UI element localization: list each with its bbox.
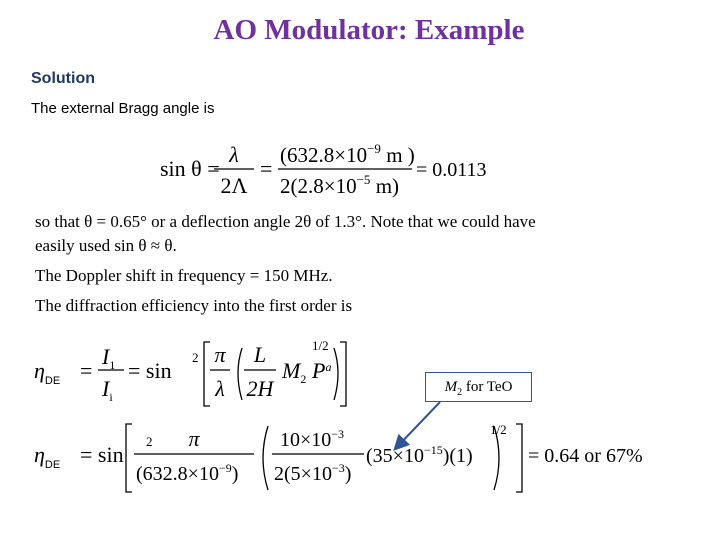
slide-title: AO Modulator: Example — [213, 14, 525, 46]
eq2-Ii: $I_i$ — [102, 376, 113, 404]
eq2-L: L — [253, 342, 267, 367]
m2-tellurium-oxide-callout: $M_2$ for TeO — [425, 372, 532, 402]
eq3-eta: $\eta_{DE}$ — [34, 442, 61, 471]
eq2-eta: $\eta_{DE}$ — [34, 358, 61, 387]
intro-text: The external Bragg angle is — [31, 100, 215, 117]
eq2-half-power: 1/2 — [312, 338, 329, 353]
eq3-half-power: 1/2 — [490, 422, 507, 437]
eq1-lambda: λ — [229, 142, 239, 167]
eq1-equals: = — [260, 156, 273, 181]
eq3-sin: = sin — [80, 442, 124, 467]
bragg-angle-equation — [150, 138, 510, 200]
eq3-m-factor: $(35\times 10^{-15})(1)$ — [366, 443, 473, 467]
eq2-Pa: $P^a$ — [312, 358, 332, 383]
doppler-shift-text: The Doppler shift in frequency = 150 MHz. — [35, 266, 333, 285]
eq2-left-paren — [238, 348, 242, 400]
angle-paragraph-line-2: easily used sin θ ≈ θ. — [35, 236, 177, 255]
angle-paragraph-line-1: so that θ = 0.65° or a deflection angle 2θ of 1.3°. Note that we could have — [35, 212, 536, 231]
eq3-right-bracket — [516, 424, 522, 492]
eq3-pi: π — [188, 426, 200, 451]
eq3-squared: 2 — [146, 434, 153, 449]
efficiency-numeric-equation — [30, 420, 660, 496]
eq2-sin: = sin — [128, 358, 172, 383]
eq1-lhs: sin θ = — [160, 156, 220, 181]
eq2-right-bracket — [340, 342, 346, 406]
eq3-den-left: $(632.8\times 10^{-9})$ — [136, 461, 239, 485]
eq2-pi: π — [214, 342, 226, 367]
eq3-left-paren — [263, 426, 268, 490]
eq1-denominator: $2(2.8\times 10^{-5}$ m) — [280, 172, 400, 198]
eq1-result: = 0.0113 — [416, 159, 487, 181]
eq1-2Lambda: 2Λ — [220, 173, 248, 198]
efficiency-intro-text: The diffraction efficiency into the first order is — [35, 296, 353, 315]
eq2-M2: $M_2$ — [282, 358, 307, 386]
eq1-numerator: ($632.8\times 10^{-9}$ m ) — [280, 141, 415, 167]
eq3-left-bracket — [126, 424, 132, 492]
eq2-squared: 2 — [192, 350, 199, 365]
solution-label: Solution — [31, 70, 95, 87]
eq2-2H: 2H — [246, 376, 274, 401]
eq3-den-inner: $2(5\times 10^{-3})$ — [274, 461, 352, 485]
eq3-result: = 0.64 or 67% — [528, 445, 643, 467]
eq2-equals-a: = — [80, 358, 93, 383]
eq2-I1: $I_1$ — [102, 344, 116, 372]
eq3-num-inner: $10\times 10^{-3}$ — [280, 427, 345, 451]
eq2-left-bracket — [204, 342, 210, 406]
efficiency-formula — [30, 336, 360, 412]
eq2-right-paren — [334, 348, 338, 400]
eq2-lambda: λ — [215, 376, 225, 401]
